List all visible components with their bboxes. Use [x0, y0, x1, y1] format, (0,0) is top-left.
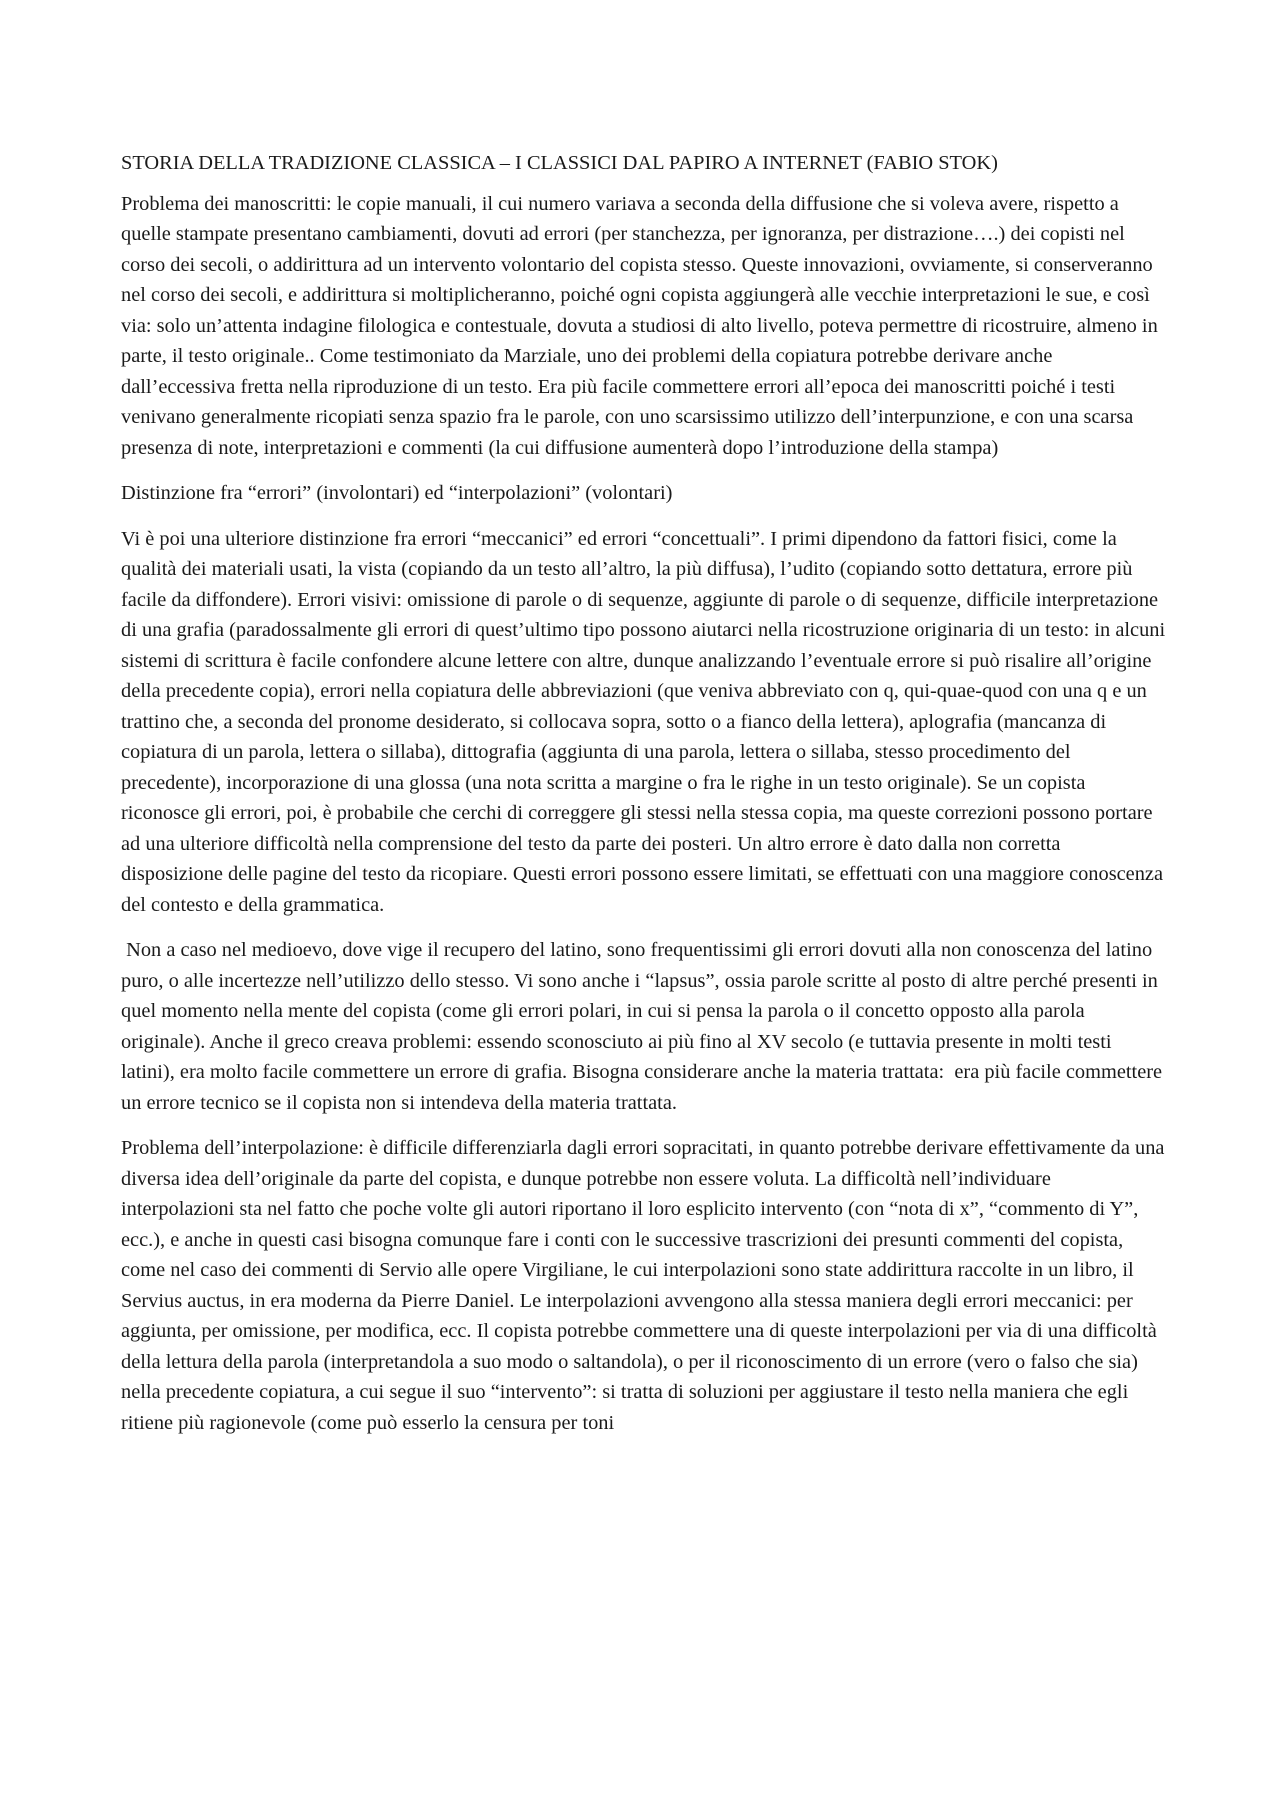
paragraph-interpolation-problem: Problema dell’interpolazione: è difficile differenziarla dagli errori sopracitati, in quanto potrebbe derivare effettivamente da una diversa idea dell’originale da parte del copista, e dunque potrebbe non essere voluta. La difficoltà nell’individuare interpolazioni sta nel fatto che poche volte gli autori riportano il loro esplicito intervento (con “nota di x”, “commento di Y”, ecc.), e anche in questi casi bisogna comunque fare i conti con le successive trascrizioni dei presunti commenti del copista, come nel caso dei commenti di Servio alle opere Virgiliane, le cui interpolazioni sono state addirittura raccolte in un libro, il Servius auctus, in era moderna da Pierre Daniel. Le interpolazioni avvengono alla stessa maniera degli errori meccanici: per aggiunta, per omissione, per modifica, ecc. Il copista potrebbe commettere una di queste interpolazioni per via di una difficoltà della lettura della parola (interpretandola a suo modo o saltandola), o per il riconoscimento di un errore (vero o falso che sia) nella precedente copiatura, a cui segue il suo “intervento”: si tratta di soluzioni per aggiustare il testo nella maniera che egli ritiene più ragionevole (come può esserlo la censura per toni [121, 1137, 1165, 1434]
paragraph-manuscripts-problem: Problema dei manoscritti: le copie manuali, il cui numero variava a seconda della diffusione che si voleva avere, rispetto a quelle stampate presentano cambiamenti, dovuti ad errori (per stanchezza, per ignoranza, per distrazione….) dei copisti nel corso dei secoli, o addirittura ad un intervento volontario del copista stesso. Queste innovazioni, ovviamente, si conserveranno nel corso dei secoli, e addirittura si moltiplicheranno, poiché ogni copista aggiungerà alle vecchie interpretazioni le sue, e così via: solo un’attenta indagine filologica e contestuale, dovuta a studiosi di alto livello, poteva permettre di ricostruire, almeno in parte, il testo originale.. Come testimoniato da Marziale, uno dei problemi della copiatura potrebbe derivare anche dall’eccessiva fretta nella riproduzione di un testo. Era più facile commettere errori all’epoca dei manoscritti poiché i testi venivano generalmente ricopiati senza spazio fra le parole, con uno scarsissimo utilizzo dell’interpunzione, e con una scarsa presenza di note, interpretazioni e commenti (la cui diffusione aumenterà dopo l’introduzione della stampa) [121, 192, 1158, 459]
document-body [121, 148, 1167, 1453]
paragraph-mechanical-errors: Vi è poi una ulteriore distinzione fra errori “meccanici” ed errori “concettuali”. I primi dipendono da fattori fisici, come la qualità dei materiali usati, la vista (copiando da un testo all’altro, la più diffusa), l’udito (copiando sotto dettatura, errore più facile da diffondere). Errori visivi: omissione di parole o di sequenze, aggiunte di parole o di sequenze, difficile interpretazione di una grafia (paradossalmente gli errori di quest’ultimo tipo possono aiutarci nella ricostruzione originaria di un testo: in alcuni sistemi di scrittura è facile confondere alcune lettere con altre, dunque analizzando l’eventuale errore si può risalire all’origine della precedente copia), errori nella copiatura delle abbreviazioni (que veniva abbreviato con q, qui-quae-quod con una q e un trattino che, a seconda del pronome desiderato, si collocava sopra, sotto o a fianco della lettera), aplografia (mancanza di copiatura di un parola, lettera o sillaba), dittografia (aggiunta di una parola, lettera o sillaba, stesso procedimento del precedente), incorporazione di una glossa (una nota scritta a margine o fra le righe in un testo originale). Se un copista riconosce gli errori, poi, è probabile che cerchi di correggere gli stessi nella stessa copia, ma queste correzioni possono portare ad una ulteriore difficoltà nella comprensione del testo da parte dei posteri. Un altro errore è dato dalla non corretta disposizione delle pagine del testo da ricopiare. Questi errori possono essere limitati, se effettuati con una maggiore conoscenza del contesto e della grammatica. [121, 527, 1166, 916]
paragraph-errors-distinction: Distinzione fra “errori” (involontari) ed “interpolazioni” (volontari) [121, 482, 673, 504]
document-title: STORIA DELLA TRADIZIONE CLASSICA – I CLASSICI DAL PAPIRO A INTERNET (FABIO STOK) [121, 152, 998, 174]
paragraph-medieval-errors: Non a caso nel medioevo, dove vige il recupero del latino, sono frequentissimi gli errori dovuti alla non conoscenza del latino puro, o alle incertezze nell’utilizzo dello stesso. Vi sono anche i “lapsus”, ossia parole scritte al posto di altre perché presenti in quel momento nella mente del copista (come gli errori polari, in cui si pensa la parola o il concetto opposto alla parola originale). Anche il greco creava problemi: essendo sconosciuto ai più fino al XV secolo (e tuttavia presente in molti testi latini), era molto facile commettere un errore di grafia. Bisogna considerare anche la materia trattata: era più facile commettere un errore tecnico se il copista non si intendeva della materia trattata. [121, 939, 1168, 1114]
